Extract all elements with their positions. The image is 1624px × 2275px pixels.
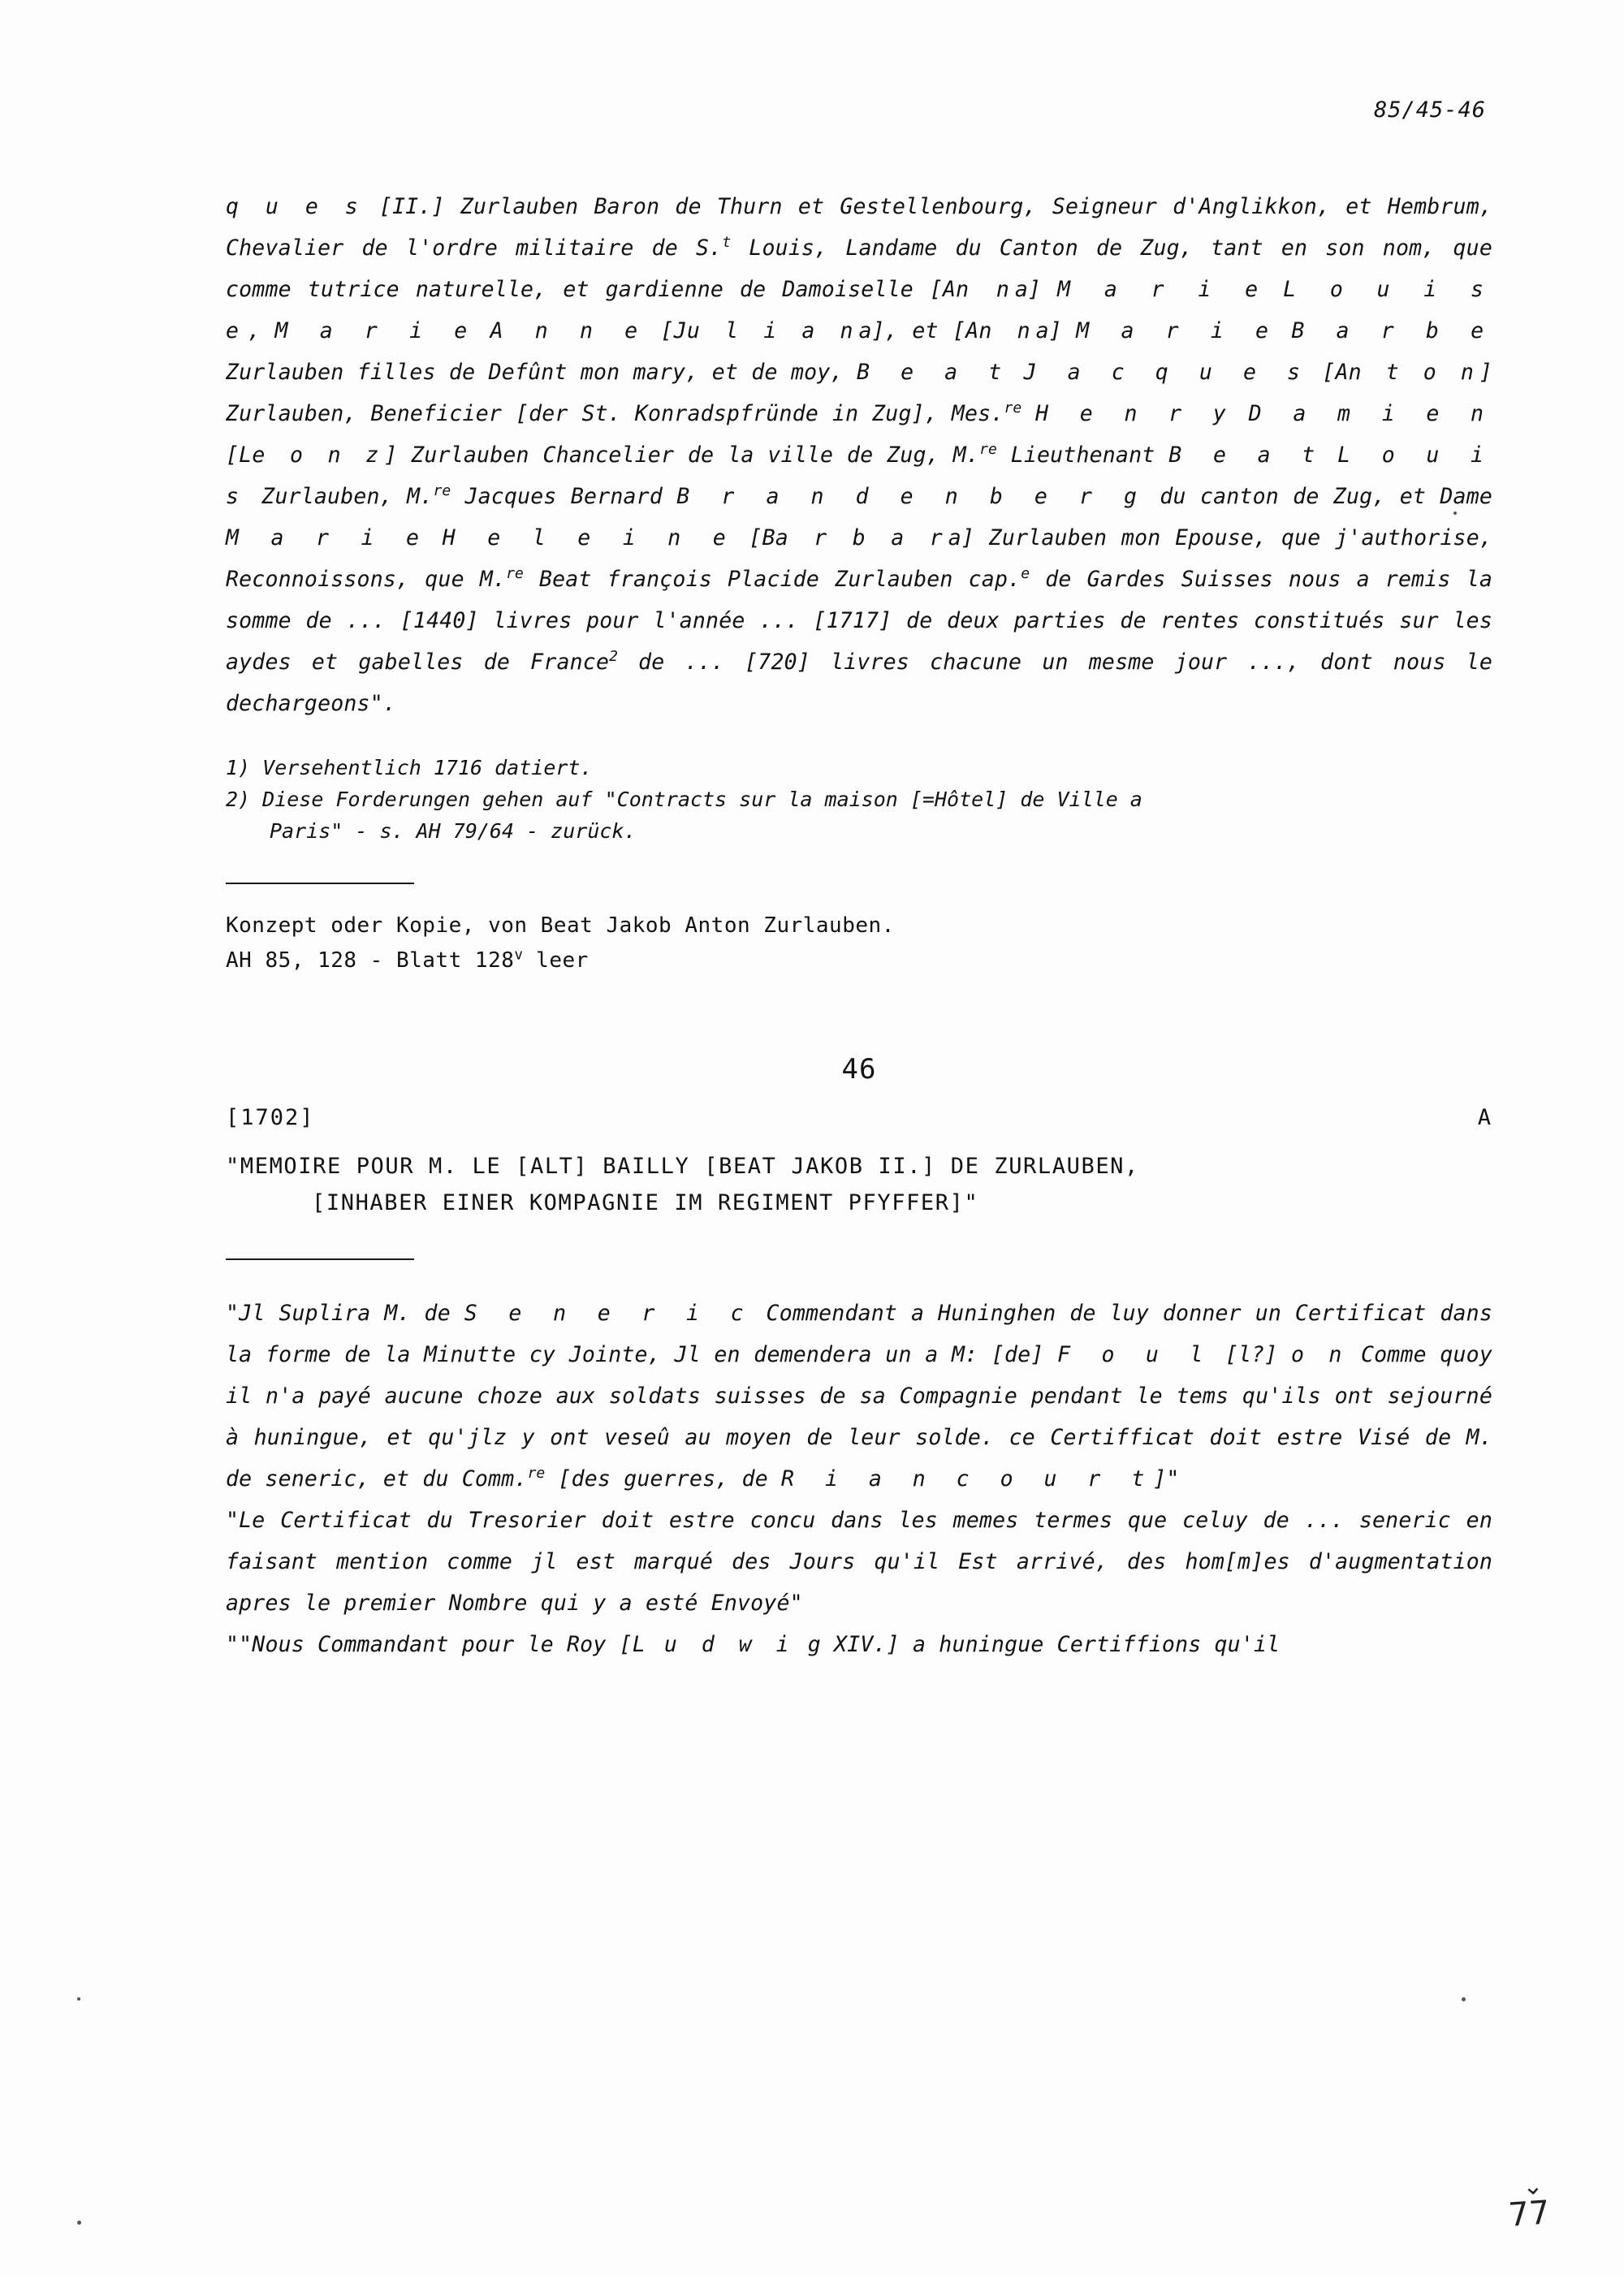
entry-title [226,1148,1492,1221]
scan-speck [1453,512,1457,515]
footnote-2: 2) Diese Forderungen gehen auf "Contracts sur la maison [=Hôtel] de Ville a [226,788,1142,811]
scan-speck [77,1997,80,2001]
provenance-leer: leer [523,948,589,973]
provenance-verso-mark: v [514,947,524,964]
page-number-handwritten [1506,2171,1552,2234]
quote-text [226,1293,1492,1665]
page-number-stroke: ⌄ [1522,2171,1544,2202]
entry-title-line-1: "MEMOIRE POUR M. LE [ALT] BAILLY [BEAT JAKOB II.] DE ZURLAUBEN, [226,1154,1139,1179]
page-content [226,97,1492,1665]
page-number-value: 77 [1507,2194,1552,2234]
main-entry-paragraph: q u e s [II.] Zurlauben Baron de Thurn et Gestellenbourg, Seigneur d'Anglikkon, et Hembrum, Chevalier de l'ordre militaire de S.$^t$ Louis, Landame du Canton de Zug, tant en son nom, que comme tutrice naturelle, et gardienne de Damoiselle [An na] M a r i e L o u i s e, M a r i e A n n e [Ju l i a na], et [An na] M a r i e B a r b e Zurlauben filles de Defûnt mon mary, et de moy, B e a t J a c q u e s [An t o n] Zurlauben, Beneficier [der St. Konradspfründe in Zug], Mes.$^{re}$ H e n r y D a m i e n [Le o n z] Zurlauben Chancelier de la ville de Zug, M.$^{re}$ Lieuthenant B e a t L o u i s Zurlauben, M.$^{re}$ Jacques Bernard B r a n d e n b e r g du canton de Zug, et Dame M a r i e H e l e i n e [Ba r b a ra] Zurlauben mon Epouse, que j'authorise, Reconnoissons, que M.$^{re}$ Beat françois Placide Zurlauben cap.$^e$ de Gardes Suisses nous a remis la somme de ... [1440] livres pour l'année ... [1717] de deux parties de rentes constitués sur les aydes et gabelles de France$^2$ de ... [720] livres chacune un mesme jour ..., dont nous le dechargeons". [226,194,1493,716]
provenance-block [226,909,1492,978]
scan-speck [1462,1997,1466,2001]
divider-rule-2 [226,1258,414,1260]
provenance-shelfmark: AH 85, 128 - Blatt 128 [226,948,515,973]
quote-paragraph-2: "Le Certificat du Tresorier doit estre concu dans les memes termes que celuy de ... seneric en faisant mention comme jl est marqué des Jours qu'il Est arrivé, des hom[m]es d'augmentation apres le premier Nombre qui y a esté Envoyé" [226,1508,1492,1616]
provenance-line-1: Konzept oder Kopie, von Beat Jakob Anton Zurlauben. [226,913,895,938]
marginal-letter: A [1477,1105,1492,1130]
main-entry-text [226,186,1492,724]
divider-rule-1 [226,883,414,884]
folio-number: 85/45-46 [1373,97,1486,123]
entry-year: [1702] [226,1105,315,1130]
scan-speck [77,2221,81,2225]
entry-title-line-2: [INHABER EINER KOMPAGNIE IM REGIMENT PFYFFER]" [312,1190,979,1215]
provenance-line-2 [226,943,1492,978]
quote-paragraph-3: ""Nous Commandant pour le Roy [L u d w i g XIV.] a huningue Certiffions qu'il [226,1632,1281,1657]
footnote-2-cont: Paris" - s. AH 79/64 - zurück. [270,819,637,843]
section-number: 46 [841,1053,877,1086]
quote-paragraph-1: "Jl Suplira M. de S e n e r i c Commendant a Huninghen de luy donner un Certificat dans la forme de la Minutte cy Jointe, Jl en demendera un a M: [de] F o u l [l?] o n Comme quoy il n'a payé aucune choze aux soldats suisses de sa Compagnie pendant le tems qu'ils ont sejourné à huningue, et qu'jlz y ont veseû au moyen de leur solde. ce Certifficat doit estre Visé de M. de seneric, et du Comm.$^{re}$ [des guerres, de R i a n c o u r t]" [226,1301,1492,1491]
footnotes [226,752,1492,847]
footnote-1: 1) Versehentlich 1716 datiert. [226,756,593,779]
entry-header-row [226,1105,1492,1130]
